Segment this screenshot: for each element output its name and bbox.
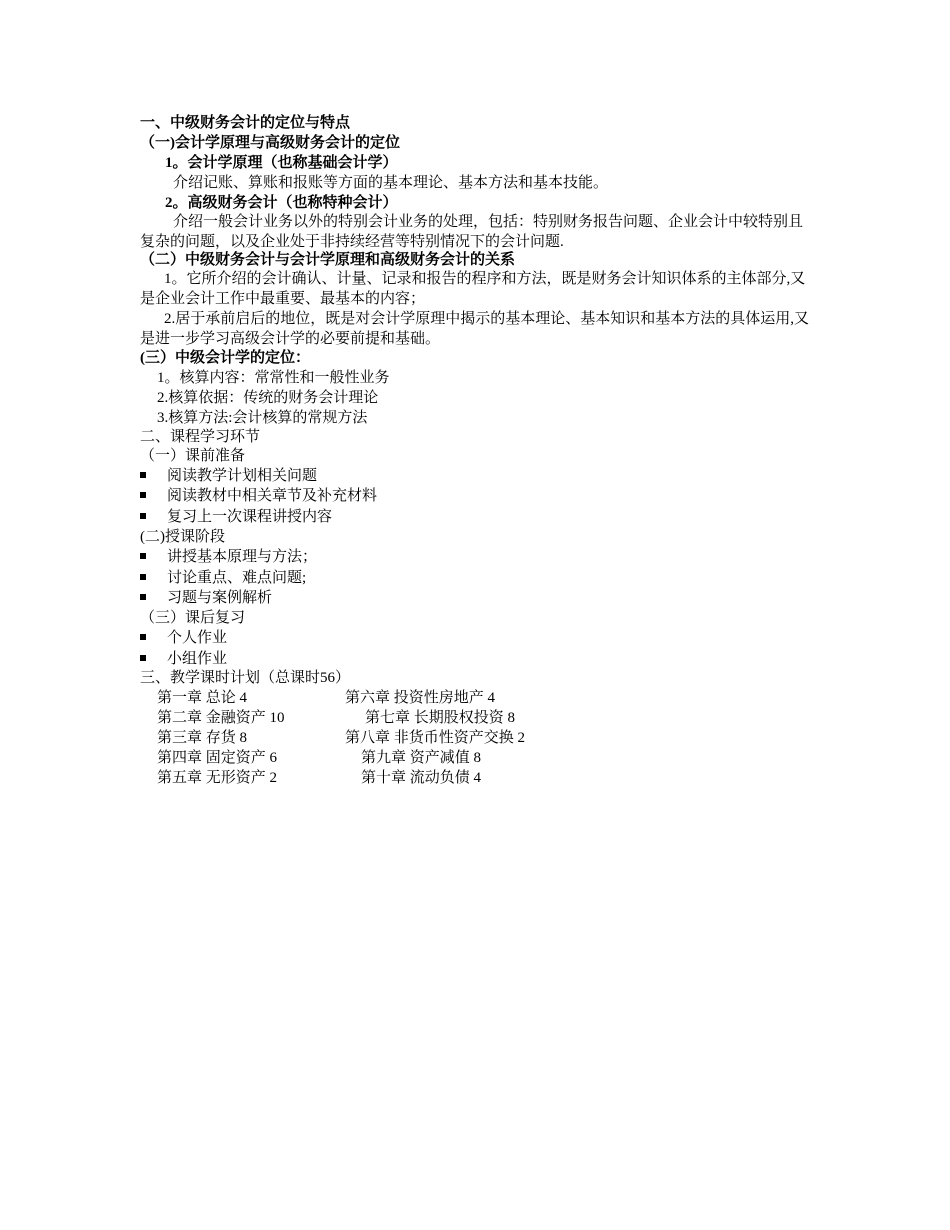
positioning-item: 2.核算依据：传统的财务会计理论 — [157, 390, 379, 406]
section-1-1-heading: （一)会计学原理与高级财务会计的定位 — [140, 135, 400, 151]
schedule-chapter: 第八章 非货币性资产交换 2 — [345, 730, 526, 746]
bullet-icon — [140, 634, 146, 640]
list-item: 阅读教材中相关章节及补充材料 — [140, 486, 377, 506]
bullet-icon — [140, 472, 146, 478]
relation-point-1: 1。它所介绍的会计确认、计量、记录和报告的程序和方法，既是财务会计知识体系的主体部分,又是企业会计工作中最重要、最基本的内容； — [140, 271, 806, 307]
section-3-heading: 三、教学课时计划（总课时56） — [140, 670, 351, 686]
bullet-icon — [140, 655, 146, 661]
relation-point-2: 2.居于承前启后的地位，既是对会计学原理中揭示的基本理论、基本知识和基本方法的具体运用,又是进一步学习高级会计学的必要前提和基础。 — [140, 311, 810, 347]
schedule-chapter: 第二章 金融资产 10 — [157, 710, 285, 726]
section-2-2-heading: (二)授课阶段 — [140, 529, 225, 545]
positioning-item: 1。核算内容：常常性和一般性业务 — [157, 370, 390, 386]
list-item: 复习上一次课程讲授内容 — [140, 507, 332, 527]
bullet-icon — [140, 594, 146, 600]
bullet-icon — [140, 553, 146, 559]
section-2-1-heading: （一）课前准备 — [140, 448, 246, 464]
list-item: 阅读教学计划相关问题 — [140, 466, 317, 486]
section-1-3-heading: (三）中级会计学的定位： — [140, 350, 310, 366]
item-2-heading: 2。高级财务会计（也称特种会计） — [165, 195, 398, 211]
schedule-chapter: 第六章 投资性房地产 4 — [345, 690, 496, 706]
section-2-heading: 二、课程学习环节 — [140, 429, 261, 445]
section-2-3-heading: （三）课后复习 — [140, 610, 246, 626]
section-1-2-heading: （二）中级财务会计与会计学原理和高级财务会计的关系 — [140, 252, 516, 268]
bullet-icon — [140, 492, 146, 498]
schedule-chapter: 第十章 流动负债 4 — [361, 770, 482, 786]
schedule-chapter: 第九章 资产减值 8 — [361, 750, 482, 766]
positioning-item: 3.核算方法:会计核算的常规方法 — [157, 410, 368, 426]
schedule-chapter: 第四章 固定资产 6 — [157, 750, 278, 766]
item-2-text: 介绍一般会计业务以外的特别会计业务的处理，包括：特别财务报告问题、企业会计中较特别且复杂的问题，以及企业处于非持续经营等特别情况下的会计问题. — [140, 214, 804, 250]
schedule-chapter: 第五章 无形资产 2 — [157, 770, 278, 786]
item-1-text: 介绍记账、算账和报账等方面的基本理论、基本方法和基本技能。 — [173, 175, 609, 191]
list-item: 讨论重点、难点问题; — [140, 568, 306, 588]
section-1-heading: 一、中级财务会计的定位与特点 — [140, 115, 351, 131]
list-item: 讲授基本原理与方法； — [140, 547, 317, 567]
list-item: 小组作业 — [140, 649, 227, 669]
bullet-icon — [140, 574, 146, 580]
schedule-chapter: 第三章 存货 8 — [157, 730, 248, 746]
list-item: 习题与案例解析 — [140, 588, 272, 608]
list-item: 个人作业 — [140, 628, 227, 648]
schedule-chapter: 第七章 长期股权投资 8 — [365, 710, 516, 726]
schedule-chapter: 第一章 总论 4 — [157, 690, 248, 706]
item-1-heading: 1。会计学原理（也称基础会计学） — [165, 155, 398, 171]
bullet-icon — [140, 513, 146, 519]
